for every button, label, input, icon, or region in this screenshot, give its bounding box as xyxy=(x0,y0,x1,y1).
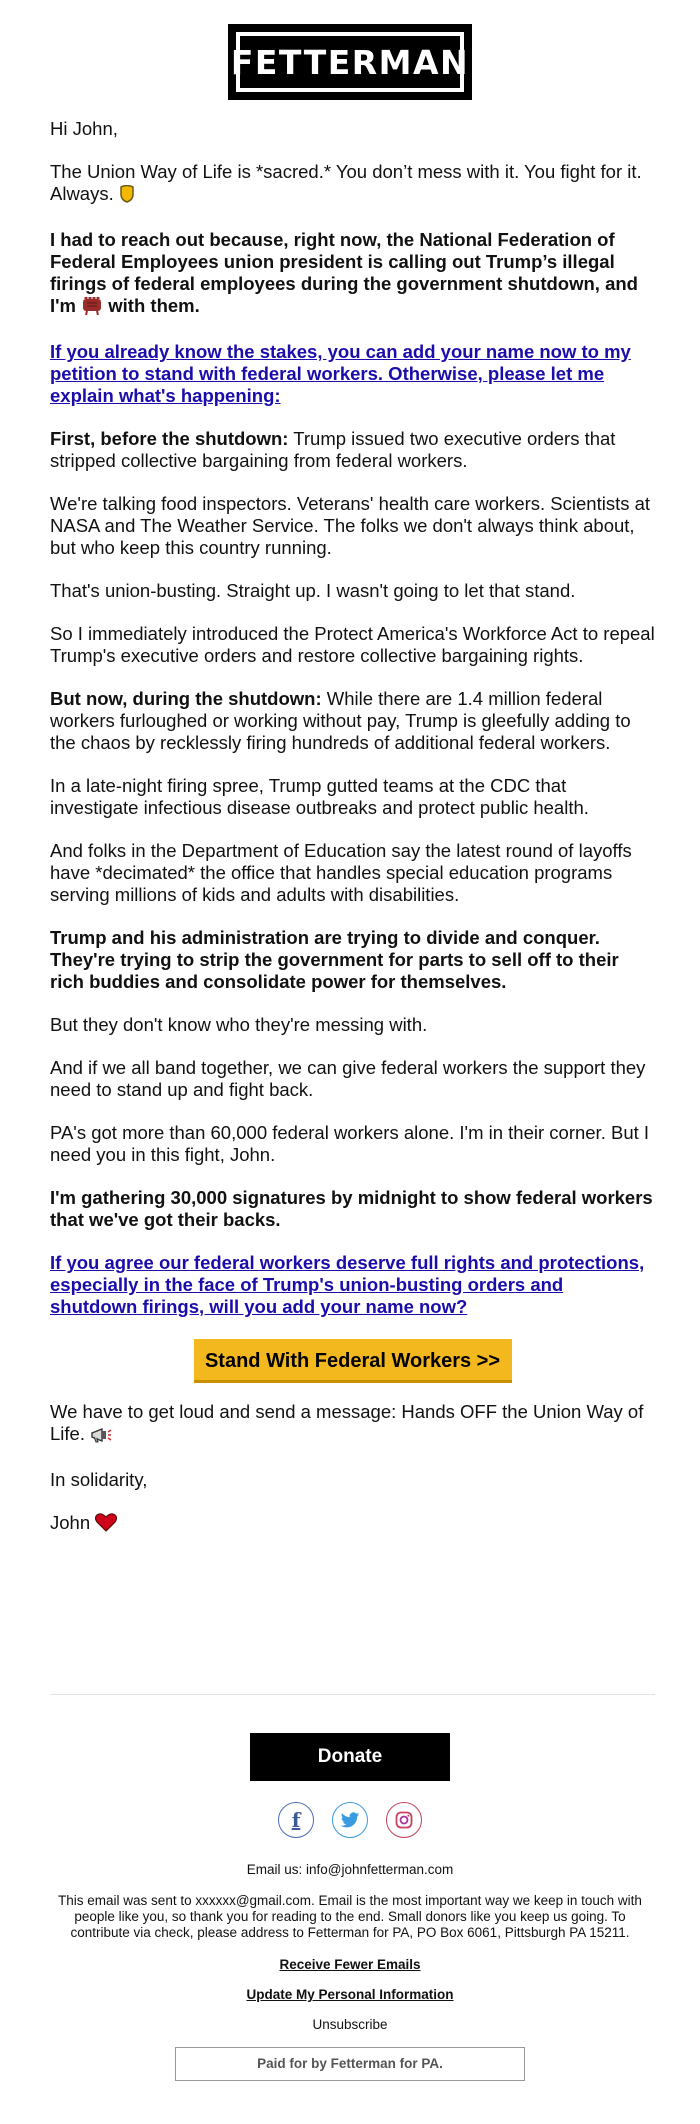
paragraph: But they don't know who they're messing with. xyxy=(50,1014,428,1035)
fist-emoji-icon xyxy=(81,295,103,320)
paragraph-bold: Trump and his administration are trying to divide and conquer. They're trying to strip the government for parts to sell off to their rich buddies and consolidate power for themselves. xyxy=(50,927,619,992)
paragraph: That's union-busting. Straight up. I wasn't going to let that stand. xyxy=(50,580,576,601)
paid-for-disclaimer: Paid for by Fetterman for PA. xyxy=(175,2047,525,2081)
paragraph: PA's got more than 60,000 federal workers alone. I'm in their corner. But I need you in this fight, John. xyxy=(50,1122,650,1165)
facebook-icon[interactable]: f xyxy=(278,1802,314,1838)
email-body xyxy=(50,118,655,1558)
paragraph xyxy=(50,1252,655,1318)
paragraph xyxy=(50,341,655,407)
paragraph: First, before the shutdown: Trump issued two executive orders that stripped collective bargaining from federal workers. xyxy=(50,428,616,471)
megaphone-emoji-icon xyxy=(90,1426,112,1448)
donate-container xyxy=(0,1733,700,1781)
heart-emoji-icon xyxy=(95,1513,117,1537)
closing: In solidarity, xyxy=(50,1469,148,1490)
social-links xyxy=(0,1802,700,1838)
paragraph: In a late-night firing spree, Trump gutted teams at the CDC that investigate infectious disease outbreaks and protect public health. xyxy=(50,775,589,818)
divider xyxy=(50,1694,655,1695)
receive-fewer-emails-link[interactable]: Receive Fewer Emails xyxy=(279,1957,421,1972)
paragraph: And folks in the Department of Education say the latest round of layoffs have *decimated* the office that handles special education programs serving millions of kids and adults with disabilities. xyxy=(50,840,632,905)
unsubscribe-link[interactable]: Unsubscribe xyxy=(312,2017,388,2032)
paragraph: And if we all band together, we can give federal workers the support they need to stand up and fight back. xyxy=(50,1057,646,1100)
petition-link-2[interactable]: If you agree our federal workers deserve full rights and protections, especially in the face of Trump's union-busting orders and shutdown firings, will you add your name now? xyxy=(50,1252,645,1317)
logo-text: FETTERMAN xyxy=(230,42,470,82)
signature: John xyxy=(50,1512,655,1537)
instagram-icon[interactable] xyxy=(386,1802,422,1838)
fetterman-logo[interactable] xyxy=(228,24,472,100)
paragraph-bold: I had to reach out because, right now, the National Federation of Federal Employees union president is calling out Trump’s illegal firings of federal employees during the government shutdown, and I'm with them. xyxy=(50,229,655,320)
paragraph: But now, during the shutdown: While there are 1.4 million federal workers furloughed or working without pay, Trump is gleefully adding to the chaos by recklessly firing hundreds of additional federal workers. xyxy=(50,688,631,753)
donate-button[interactable]: Donate xyxy=(250,1733,450,1781)
stand-with-federal-workers-button[interactable]: Stand With Federal Workers >> xyxy=(194,1339,512,1383)
header xyxy=(0,24,700,105)
update-info-link[interactable]: Update My Personal Information xyxy=(246,1987,454,2002)
twitter-icon[interactable] xyxy=(332,1802,368,1838)
shield-emoji-icon xyxy=(119,185,135,208)
paragraph-bold: I'm gathering 30,000 signatures by midnight to show federal workers that we've got their backs. xyxy=(50,1187,653,1230)
paragraph: We're talking food inspectors. Veterans' health care workers. Scientists at NASA and The Weather Service. The folks we don't always think about, but who keep this country running. xyxy=(50,493,651,558)
paragraph: So I immediately introduced the Protect America's Workforce Act to repeal Trump's executive orders and restore collective bargaining rights. xyxy=(50,623,655,666)
greeting: Hi John, xyxy=(50,118,118,139)
petition-link[interactable]: If you already know the stakes, you can add your name now to my petition to stand with federal workers. Otherwise, please let me explain what's happening: xyxy=(50,341,631,406)
paragraph: We have to get loud and send a message: Hands OFF the Union Way of Life. xyxy=(50,1401,655,1448)
cta-container xyxy=(50,1339,655,1383)
paragraph: The Union Way of Life is *sacred.* You don’t mess with it. You fight for it. Always. xyxy=(50,161,655,208)
contact-email: Email us: info@johnfetterman.com xyxy=(246,1862,454,1877)
legal-text: This email was sent to xxxxxx@gmail.com. Email is the most important way we keep in touch with people like you, so thank you for reading to the end. Small donors like you keep us going. To contribute via check, please address to Fetterman for PA, PO Box 6061, Pittsburgh PA 15211. xyxy=(58,1893,642,1940)
